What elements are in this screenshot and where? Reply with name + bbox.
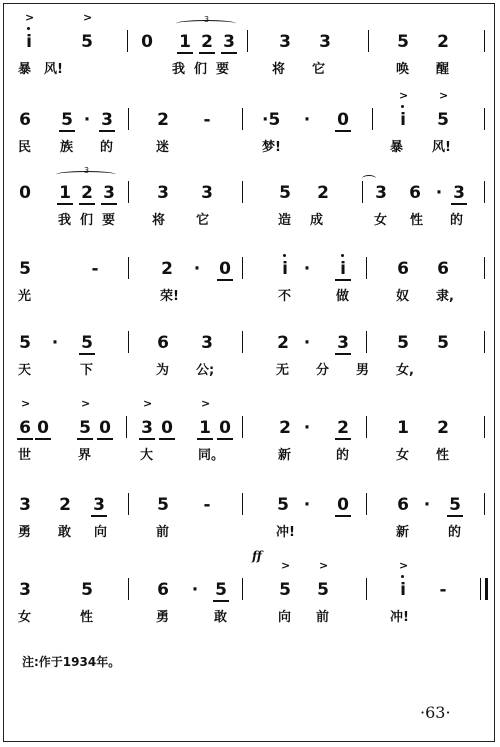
beam-underline: [79, 353, 95, 355]
note: 2: [437, 418, 449, 438]
barline: [484, 493, 485, 515]
beam-underline: [335, 279, 351, 281]
note: 5: [397, 333, 409, 353]
lyric: 性: [410, 213, 424, 228]
accent-mark: >: [439, 89, 449, 102]
lyric: 它: [196, 213, 210, 228]
note: 3: [201, 183, 213, 203]
lyric: 公;: [196, 363, 215, 378]
note: 5: [81, 580, 93, 600]
note: 0: [141, 32, 153, 52]
note: 2: [201, 32, 213, 52]
lyric: 民: [18, 140, 32, 155]
note: 0: [37, 418, 49, 438]
beam-underline: [335, 353, 351, 355]
final-barline: [480, 578, 481, 600]
note: 5: [437, 110, 449, 130]
note: 3: [19, 495, 31, 515]
note: 5: [279, 183, 291, 203]
note: 2: [81, 183, 93, 203]
lyric: 同。: [198, 448, 225, 463]
note: 5: [61, 110, 73, 130]
lyric: 新: [396, 525, 410, 540]
beam-underline: [447, 515, 463, 517]
note: 3: [223, 32, 235, 52]
lyric: 女: [18, 610, 32, 625]
lyric: 唤: [396, 62, 410, 77]
note: i: [282, 259, 288, 279]
lyric: 奴: [396, 289, 410, 304]
note: 2: [279, 418, 291, 438]
lyric: 将: [152, 213, 166, 228]
footnote: 注:作于1934年。: [22, 655, 121, 669]
note: ·5: [262, 110, 281, 130]
lyric: 新: [278, 448, 292, 463]
note: i: [26, 32, 32, 52]
note: 0: [99, 418, 111, 438]
lyric: 隶,: [436, 289, 454, 304]
note: 1: [59, 183, 71, 203]
note: 3: [157, 183, 169, 203]
barline: [366, 257, 367, 279]
barline: [242, 416, 243, 438]
note: 1: [179, 32, 191, 52]
note: 2: [277, 333, 289, 353]
note: 2: [161, 259, 173, 279]
note: 3: [93, 495, 105, 515]
lyric: 冲!: [276, 525, 295, 540]
lyric: 成: [310, 213, 324, 228]
barline: [242, 108, 243, 130]
lyric: 它: [312, 62, 326, 77]
note: 3: [103, 183, 115, 203]
barline: [484, 331, 485, 353]
beam-underline: [335, 438, 351, 440]
barline: [368, 30, 369, 52]
note: 5: [19, 333, 31, 353]
beam-underline: [217, 438, 233, 440]
high-octave-dot: [27, 27, 30, 30]
note: ·: [191, 580, 199, 600]
note: -: [203, 110, 211, 130]
accent-mark: >: [201, 397, 211, 410]
note: 5: [449, 495, 461, 515]
lyric: 醒: [436, 62, 450, 77]
note: 0: [161, 418, 173, 438]
accent-mark: >: [399, 559, 409, 572]
lyric: 的: [448, 525, 462, 540]
note: 3: [453, 183, 465, 203]
lyric: 风!: [432, 140, 451, 155]
triplet-number: 3: [204, 15, 210, 24]
note: ·: [303, 495, 311, 515]
note: 6: [397, 495, 409, 515]
barline: [128, 108, 129, 130]
beam-underline: [77, 438, 93, 440]
note: -: [203, 495, 211, 515]
lyric: 暴: [18, 62, 32, 77]
barline: [128, 257, 129, 279]
accent-mark: >: [81, 397, 91, 410]
barline: [484, 108, 485, 130]
barline: [242, 578, 243, 600]
note: ·: [423, 495, 431, 515]
lyric: 性: [80, 610, 94, 625]
beam-underline: [217, 279, 233, 281]
beam-underline: [197, 438, 213, 440]
barline: [366, 331, 367, 353]
lyric: 为: [156, 363, 170, 378]
triplet-number: 3: [84, 166, 90, 175]
barline: [247, 30, 248, 52]
lyric: 暴: [390, 140, 404, 155]
note: 2: [317, 183, 329, 203]
lyric: 分: [316, 363, 330, 378]
lyric: 不: [278, 289, 292, 304]
lyric: 的: [450, 213, 464, 228]
barline: [362, 181, 363, 203]
barline: [128, 578, 129, 600]
lyric: 将: [272, 62, 286, 77]
note: 0: [19, 183, 31, 203]
lyric: 要: [102, 213, 116, 228]
note: 5: [397, 32, 409, 52]
lyric: 风!: [44, 62, 63, 77]
accent-mark: >: [281, 559, 291, 572]
lyric: 女,: [396, 363, 414, 378]
lyric: 荣!: [160, 289, 179, 304]
lyric: 向: [94, 525, 108, 540]
barline: [126, 416, 127, 438]
beam-underline: [221, 52, 237, 54]
lyric: 界: [78, 448, 92, 463]
barline: [128, 181, 129, 203]
beam-underline: [177, 52, 193, 54]
note: i: [400, 110, 406, 130]
lyric: 们: [194, 62, 208, 77]
lyric: 大: [140, 448, 154, 463]
note: 2: [59, 495, 71, 515]
lyric: 梦!: [262, 140, 281, 155]
beam-underline: [159, 438, 175, 440]
dynamic-marking: ff: [252, 549, 262, 563]
beam-underline: [335, 515, 351, 517]
note: 3: [101, 110, 113, 130]
barline: [366, 416, 367, 438]
barline: [242, 331, 243, 353]
note: 0: [219, 259, 231, 279]
lyric: 要: [216, 62, 230, 77]
barline: [242, 181, 243, 203]
lyric: 下: [80, 363, 94, 378]
note: 6: [437, 259, 449, 279]
note: 3: [375, 183, 387, 203]
note: 6: [157, 333, 169, 353]
barline: [372, 108, 373, 130]
beam-underline: [199, 52, 215, 54]
barline: [128, 331, 129, 353]
beam-underline: [59, 130, 75, 132]
lyric: 我: [58, 213, 72, 228]
note: 3: [201, 333, 213, 353]
lyric: 女: [374, 213, 388, 228]
barline: [366, 578, 367, 600]
lyric: 女: [396, 448, 410, 463]
note: ·: [303, 418, 311, 438]
barline: [484, 30, 485, 52]
note: i: [340, 259, 346, 279]
beam-underline: [97, 438, 113, 440]
barline: [366, 493, 367, 515]
barline: [242, 257, 243, 279]
beam-underline: [213, 600, 229, 602]
note: 0: [337, 110, 349, 130]
beam-underline: [101, 203, 117, 205]
page-border: [3, 3, 495, 742]
lyric: 我: [172, 62, 186, 77]
lyric: 天: [18, 363, 32, 378]
note: 5: [277, 495, 289, 515]
high-octave-dot: [341, 254, 344, 257]
note: 5: [79, 418, 91, 438]
lyric: 的: [336, 448, 350, 463]
note: 1: [397, 418, 409, 438]
lyric: 世: [18, 448, 32, 463]
note: 6: [409, 183, 421, 203]
note: ·: [51, 333, 59, 353]
note: 3: [19, 580, 31, 600]
final-barline-thick: [485, 578, 488, 600]
lyric: 光: [18, 289, 32, 304]
note: 3: [141, 418, 153, 438]
lyric: 勇: [156, 610, 170, 625]
note: ·: [303, 333, 311, 353]
note: 0: [219, 418, 231, 438]
lyric: 族: [60, 140, 74, 155]
accent-mark: >: [319, 559, 329, 572]
barline: [484, 181, 485, 203]
note: ·: [435, 183, 443, 203]
note: i: [400, 580, 406, 600]
lyric: 做: [336, 289, 350, 304]
lyric: 敢: [58, 525, 72, 540]
note: 6: [19, 418, 31, 438]
barline: [128, 493, 129, 515]
beam-underline: [57, 203, 73, 205]
lyric: 的: [100, 140, 114, 155]
note: 3: [319, 32, 331, 52]
lyric: 向: [278, 610, 292, 625]
accent-mark: >: [25, 11, 35, 24]
beam-underline: [79, 203, 95, 205]
note: 5: [317, 580, 329, 600]
note: 2: [337, 418, 349, 438]
note: 5: [81, 32, 93, 52]
note: ·: [303, 259, 311, 279]
lyric: 前: [156, 525, 170, 540]
beam-underline: [91, 515, 107, 517]
lyric: 们: [80, 213, 94, 228]
note: -: [439, 580, 447, 600]
high-octave-dot: [283, 254, 286, 257]
accent-mark: >: [143, 397, 153, 410]
note: 2: [437, 32, 449, 52]
beam-underline: [99, 130, 115, 132]
note: -: [91, 259, 99, 279]
lyric: 造: [278, 213, 292, 228]
note: 5: [279, 580, 291, 600]
note: ·: [303, 110, 311, 130]
note: 2: [157, 110, 169, 130]
high-octave-dot: [401, 105, 404, 108]
lyric: 敢: [214, 610, 228, 625]
barline: [127, 30, 128, 52]
note: 5: [437, 333, 449, 353]
beam-underline: [17, 438, 33, 440]
slur: [362, 175, 376, 182]
lyric: 无: [276, 363, 290, 378]
note: 5: [215, 580, 227, 600]
note: 5: [19, 259, 31, 279]
beam-underline: [139, 438, 155, 440]
lyric: 迷: [156, 140, 170, 155]
lyric: 前: [316, 610, 330, 625]
lyric: 男: [356, 363, 370, 378]
note: 3: [337, 333, 349, 353]
lyric: 性: [436, 448, 450, 463]
barline: [484, 257, 485, 279]
note: 5: [157, 495, 169, 515]
note: 6: [19, 110, 31, 130]
beam-underline: [335, 130, 351, 132]
accent-mark: >: [21, 397, 31, 410]
page-number: ·63·: [420, 703, 451, 722]
note: 3: [279, 32, 291, 52]
note: 5: [81, 333, 93, 353]
beam-underline: [35, 438, 51, 440]
note: 0: [337, 495, 349, 515]
note: 6: [157, 580, 169, 600]
accent-mark: >: [399, 89, 409, 102]
beam-underline: [451, 203, 467, 205]
note: 6: [397, 259, 409, 279]
high-octave-dot: [401, 575, 404, 578]
lyric: 冲!: [390, 610, 409, 625]
note: ·: [193, 259, 201, 279]
lyric: 勇: [18, 525, 32, 540]
accent-mark: >: [83, 11, 93, 24]
note: 1: [199, 418, 211, 438]
barline: [242, 493, 243, 515]
barline: [484, 416, 485, 438]
note: ·: [83, 110, 91, 130]
